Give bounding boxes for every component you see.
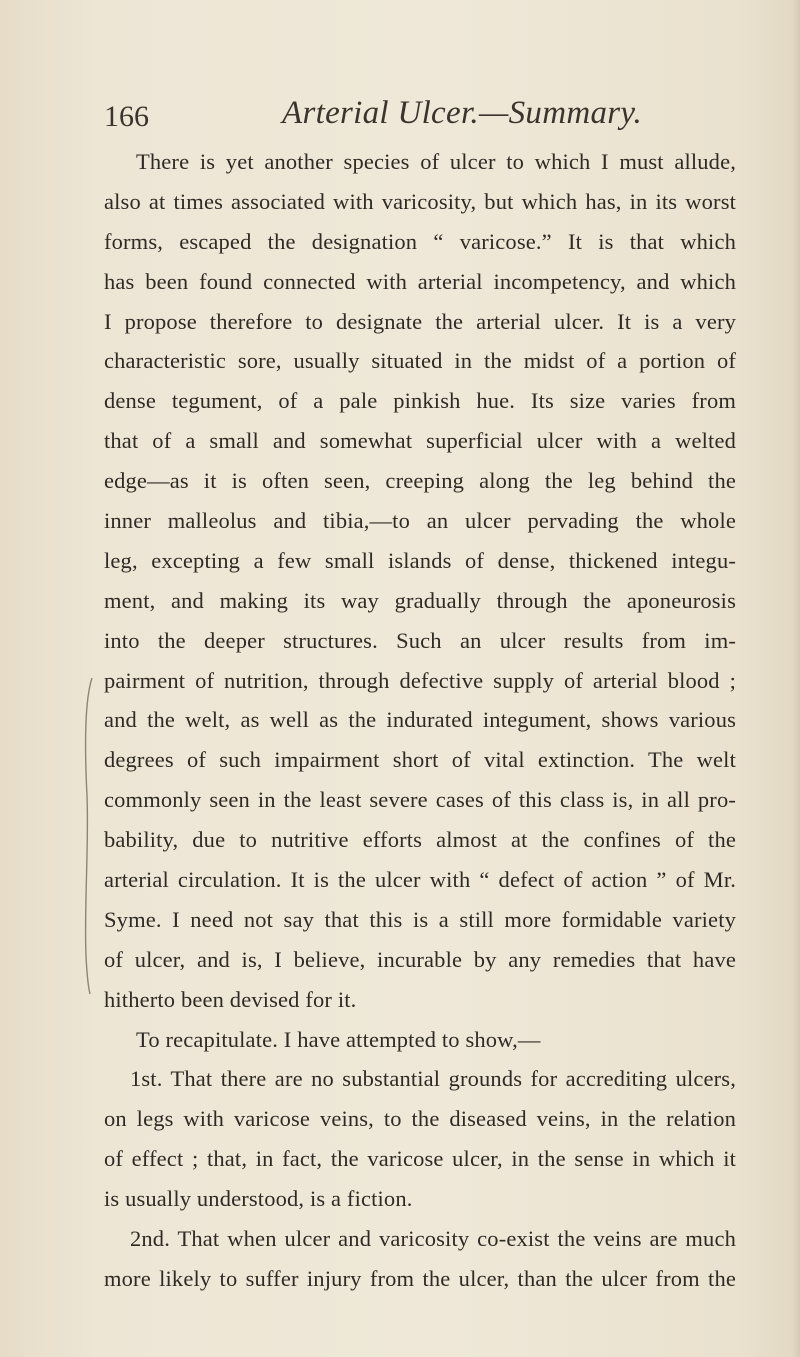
text-line: leg, excepting a few small islands of dense, thickened integu- bbox=[104, 547, 736, 573]
running-head: Arterial Ulcer.—Summary. bbox=[282, 95, 643, 131]
text-line: and the welt, as well as the indurated integument, shows various bbox=[104, 707, 736, 733]
text-line: hitherto been devised for it. bbox=[104, 986, 357, 1012]
text-line: commonly seen in the least severe cases of this class is, in all pro- bbox=[104, 787, 736, 813]
text-line: into the deeper structures. Such an ulcer results from im- bbox=[104, 627, 736, 653]
text-line: forms, escaped the designation “ varicose.” It is that which bbox=[104, 228, 736, 254]
text-line: bability, due to nutritive efforts almost at the confines of the bbox=[104, 827, 736, 853]
text-line: of effect ; that, in fact, the varicose ulcer, in the sense in which it bbox=[104, 1146, 736, 1172]
text-line: pairment of nutrition, through defective supply of arterial blood ; bbox=[104, 667, 736, 693]
text-line: also at times associated with varicosity, but which has, in its worst bbox=[104, 188, 736, 214]
page-number: 166 bbox=[104, 100, 149, 133]
text-line: Syme. I need not say that this is a still more formidable variety bbox=[104, 906, 736, 932]
text-line: 2nd. That when ulcer and varicosity co-exist the veins are much bbox=[130, 1226, 736, 1252]
text-line: has been found connected with arterial incompetency, and which bbox=[104, 268, 736, 294]
text-line: arterial circulation. It is the ulcer with “ defect of action ” of Mr. bbox=[104, 867, 736, 893]
text-line: ment, and making its way gradually through the aponeurosis bbox=[104, 587, 736, 613]
page-edge-shadow bbox=[792, 0, 800, 1357]
text-line: more likely to suffer injury from the ulcer, than the ulcer from the bbox=[104, 1265, 736, 1291]
text-line: To recapitulate. I have attempted to show,— bbox=[136, 1026, 541, 1052]
text-line: edge—as it is often seen, creeping along the leg behind the bbox=[104, 468, 736, 494]
body-text bbox=[104, 142, 736, 1299]
text-line: inner malleolus and tibia,—to an ulcer pervading the whole bbox=[104, 508, 736, 534]
text-line: There is yet another species of ulcer to which I must allude, bbox=[136, 149, 736, 174]
text-line: characteristic sore, usually situated in the midst of a portion of bbox=[104, 348, 736, 374]
text-line: dense tegument, of a pale pinkish hue. Its size varies from bbox=[104, 388, 736, 414]
page-header bbox=[104, 92, 744, 142]
text-line: of ulcer, and is, I believe, incurable by any remedies that have bbox=[104, 946, 736, 972]
text-line: degrees of such impairment short of vital extinction. The welt bbox=[104, 747, 736, 773]
text-line: I propose therefore to designate the arterial ulcer. It is a very bbox=[104, 308, 736, 334]
margin-pencil-bracket bbox=[78, 676, 98, 996]
text-line: that of a small and somewhat superficial ulcer with a welted bbox=[104, 428, 736, 454]
text-line: is usually understood, is a fiction. bbox=[104, 1186, 413, 1212]
text-line: on legs with varicose veins, to the diseased veins, in the relation bbox=[104, 1106, 736, 1132]
text-line: 1st. That there are no substantial grounds for accrediting ulcers, bbox=[130, 1066, 736, 1092]
